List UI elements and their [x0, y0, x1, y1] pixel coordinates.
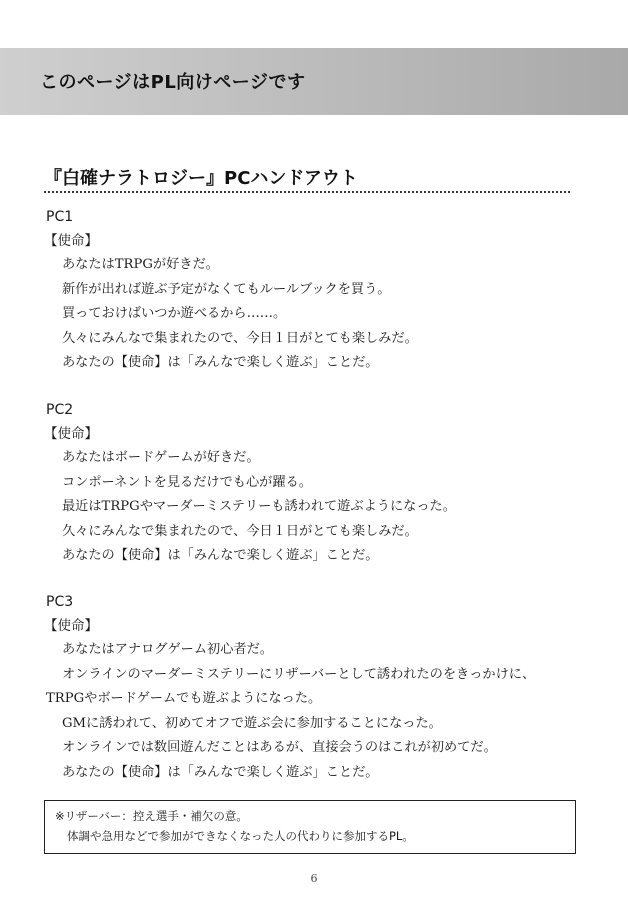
handout-line: あなたの【使命】は「みんなで楽しく遊ぶ」ことだ。	[62, 355, 379, 371]
handout-line: 久々にみんなで集まれたので、今日１日がとても楽しみだ。	[62, 523, 418, 539]
handout-line: コンポーネントを見るだけでも心が躍る。	[62, 474, 312, 490]
banner-title: このページはPL向けページです	[40, 72, 306, 93]
reserver-note-box	[44, 800, 576, 854]
handout-line: あなたはボードゲームが好きだ。	[62, 450, 260, 465]
pc-label: PC1	[46, 209, 74, 225]
handout-title: 『白確ナラトロジー』PCハンドアウト	[44, 168, 358, 189]
pc-label: PC3	[46, 594, 74, 610]
pc3-section	[46, 592, 535, 788]
handout-line: あなたの【使命】は「みんなで楽しく遊ぶ」ことだ。	[62, 764, 379, 780]
handout-line: あなたはアナログゲーム初心者だ。	[62, 642, 273, 657]
note-line: 体調や急用などで参加ができなくなった人の代わりに参加するPL。	[67, 829, 414, 843]
title-dotted-divider	[44, 191, 570, 193]
mission-label: 【使命】	[44, 618, 98, 634]
handout-line: TRPGやボードゲームでも遊ぶようになった。	[46, 691, 322, 707]
handout-line: 新作が出れば遊ぶ予定がなくてもルールブックを買う。	[62, 281, 391, 297]
mission-label: 【使命】	[44, 233, 98, 249]
note-line: ※リザーバー：控え選手・補欠の意。	[55, 809, 248, 823]
handout-line: あなたの【使命】は「みんなで楽しく遊ぶ」ことだ。	[62, 548, 379, 564]
handout-line: あなたはTRPGが好きだ。	[62, 257, 219, 272]
page-number: 6	[310, 872, 318, 885]
handout-line: GMに誘われて、初めてオフで遊ぶ会に参加することになった。	[62, 715, 442, 731]
pc-label: PC2	[46, 402, 74, 418]
handout-line: 久々にみんなで集まれたので、今日１日がとても楽しみだ。	[62, 330, 418, 346]
handout-line: 最近はTRPGやマーダーミステリーも誘われて遊ぶようになった。	[62, 499, 456, 515]
handout-line: オンラインでは数回遊んだことはあるが、直接会うのはこれが初めてだ。	[62, 740, 497, 756]
pl-page-banner	[0, 48, 628, 115]
handout-line: オンラインのマーダーミステリーにリザーバーとして誘われたのをきっかけに、	[62, 666, 536, 682]
mission-label: 【使命】	[44, 426, 98, 442]
pc1-section	[46, 207, 418, 378]
handout-line: 買っておけばいつか遊べるから……。	[62, 306, 287, 322]
pc2-section	[46, 400, 456, 571]
